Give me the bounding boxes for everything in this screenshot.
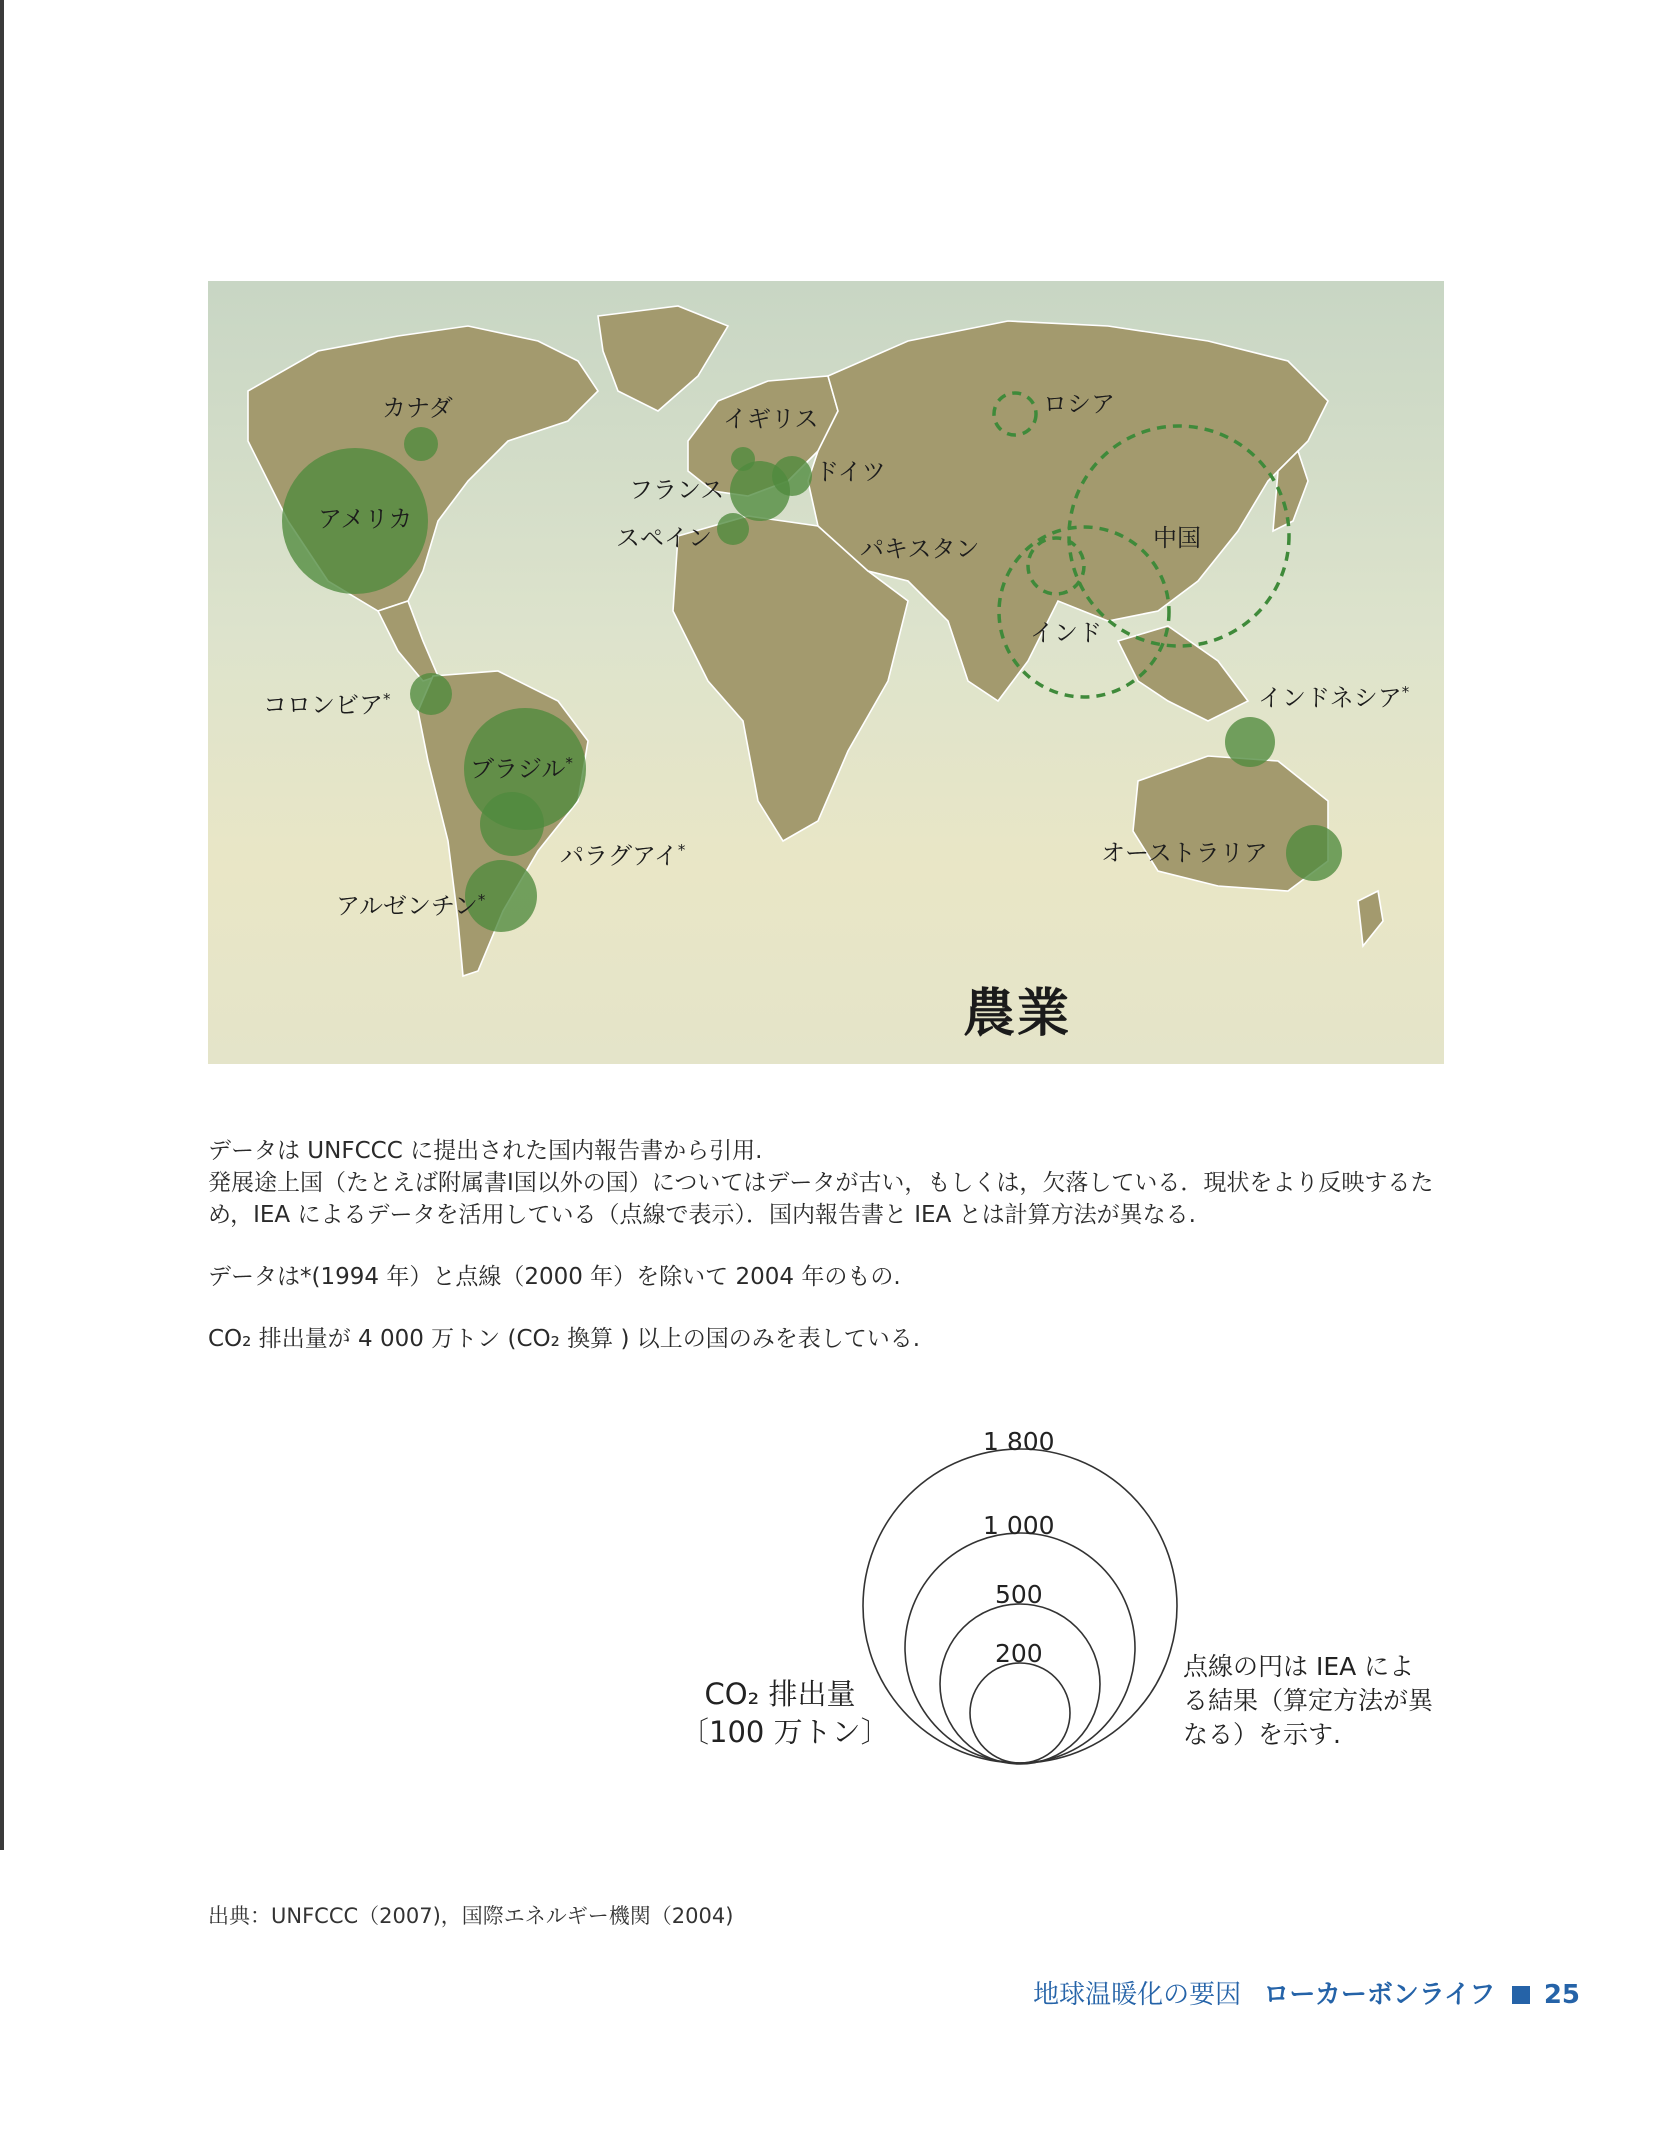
footer-book-title: ローカーボンライフ [1263,1980,1496,2010]
label-australia: オーストラリア [1101,839,1268,867]
legend-value-200: 200 [995,1639,1043,1668]
legend-circle-500 [940,1604,1100,1764]
label-brazil: ブラジル* [470,754,573,783]
legend-value-500: 500 [995,1580,1043,1609]
bubble-paraguay [480,792,544,856]
legend-circle-200 [970,1663,1070,1763]
map-title: 農業 [963,984,1072,1044]
source-citation: 出典：UNFCCC（2007)，国際エネルギー機関（2004) [208,1904,734,1928]
southeast-asia [1118,626,1248,721]
legend-value-1800: 1 800 [983,1427,1055,1456]
legend-value-1000: 1 000 [983,1511,1055,1540]
notes [208,1135,1448,1355]
note-developing: 発展途上国（たとえば附属書Ⅰ国以外の国）についてはデータが古い，もしくは，欠落している．現状をより反映するため，IEA によるデータを活用している（点線で表示）．国内報告書と IEA とは計算方法が異なる. [208,1170,1434,1228]
note-year: データは*(1994 年）と点線（2000 年）を除いて 2004 年のもの. [208,1264,901,1290]
bubble-canada [404,427,438,461]
world-map [208,281,1444,1064]
bubble-australia [1286,825,1342,881]
label-spain: スペイン [616,524,712,552]
footer-square-icon [1512,1986,1530,2004]
label-uk: イギリス [723,405,819,433]
legend-axis-label: CO₂ 排出量 〔100 万トン〕 [680,1677,890,1749]
label-indonesia: インドネシア* [1258,683,1410,712]
note-threshold: CO₂ 排出量が 4 000 万トン (CO₂ 換算 ) 以上の国のみを表している. [208,1326,921,1352]
label-russia: ロシア [1043,390,1115,418]
label-germany: ドイツ [815,458,886,486]
central-america [378,601,438,681]
label-india: インド [1030,619,1102,647]
new-zealand [1358,891,1383,946]
legend-circle-1000 [905,1533,1135,1763]
footer-chapter: 地球温暖化の要因 [1033,1980,1242,2010]
label-france: フランス [629,476,725,504]
label-usa: アメリカ [318,505,413,533]
bubble-colombia [410,673,452,715]
label-colombia: コロンビア* [263,690,391,719]
bubble-spain [717,513,749,545]
note-source: データは UNFCCC に提出された国内報告書から引用. [208,1138,763,1164]
bubble-indonesia [1225,717,1275,767]
legend-dashed-note: 点線の円は IEA による結果（算定方法が異なる）を示す. [1183,1652,1434,1749]
label-paraguay: パラグアイ* [560,841,686,870]
greenland [598,306,728,411]
label-canada: カナダ [382,394,453,422]
label-china: 中国 [1153,524,1201,552]
label-argentina: アルゼンチン* [336,891,486,920]
page-footer [1033,1974,1580,2011]
bubble-france [730,461,790,521]
legend-circle-1800 [863,1449,1177,1763]
left-edge-rule [0,0,4,1850]
page-number: 25 [1543,1980,1580,2010]
label-pakistan: パキスタン [860,535,980,563]
